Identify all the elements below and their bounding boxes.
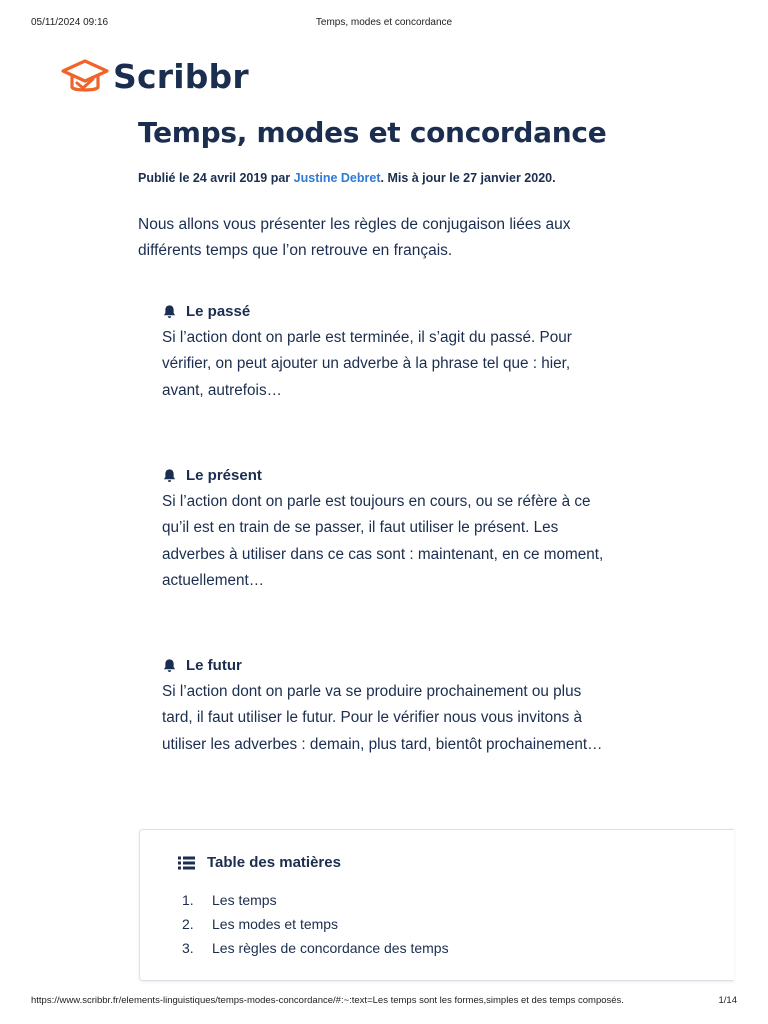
tense-label: Le passé bbox=[186, 302, 251, 320]
print-footer bbox=[0, 995, 768, 1009]
print-page-number: 1/14 bbox=[718, 995, 737, 1006]
print-page-title: Temps, modes et concordance bbox=[315, 17, 453, 28]
tense-block-present bbox=[162, 464, 612, 595]
tense-description: Si l’action dont on parle est toujours en cours, ou se réfère à ce qu’il est en train de se passer, il faut utiliser le présent. Les adverbes à utiliser dans ce cas sont : maintenant, en ce moment, actuellement… bbox=[162, 493, 604, 590]
tense-label: Le présent bbox=[186, 466, 262, 484]
toc-item-number: 3. bbox=[182, 940, 194, 956]
toc-item-label[interactable]: Les temps bbox=[212, 892, 277, 908]
tense-description: Si l’action dont on parle est terminée, il s’agit du passé. Pour vérifier, on peut ajouter un adverbe à la phrase tel que : hier, avant, autrefois… bbox=[162, 329, 572, 399]
toc-title: Table des matières bbox=[207, 854, 341, 871]
bell-icon bbox=[162, 468, 177, 483]
print-datetime: 05/11/2024 09:16 bbox=[31, 17, 109, 28]
toc-list bbox=[178, 888, 449, 960]
published-date: Publié le 24 avril 2019 par bbox=[138, 171, 294, 185]
updated-date: . Mis à jour le 27 janvier 2020. bbox=[380, 171, 556, 185]
tense-block-futur bbox=[162, 654, 612, 758]
author-link[interactable]: Justine Debret bbox=[293, 171, 381, 185]
toc-item[interactable] bbox=[178, 912, 449, 936]
print-header bbox=[0, 17, 768, 31]
article-title: Temps, modes et concordance bbox=[138, 116, 607, 149]
table-of-contents bbox=[139, 829, 734, 981]
toc-item-label[interactable]: Les règles de concordance des temps bbox=[212, 940, 449, 956]
toc-item-number: 2. bbox=[182, 916, 194, 932]
bell-icon bbox=[162, 304, 177, 319]
tense-block-passe bbox=[162, 300, 612, 404]
list-icon bbox=[178, 856, 195, 870]
toc-item[interactable] bbox=[178, 888, 449, 912]
logo-wordmark: Scribbr bbox=[113, 56, 249, 96]
toc-item-label[interactable]: Les modes et temps bbox=[212, 916, 339, 932]
graduation-cap-icon bbox=[60, 55, 110, 97]
scribbr-logo[interactable] bbox=[60, 55, 249, 97]
article-meta bbox=[138, 171, 556, 185]
tense-description: Si l’action dont on parle va se produire prochainement ou plus tard, il faut utiliser le futur. Pour le vérifier nous vous invitons à utiliser les adverbes : demain, plus tard, bientôt prochainement… bbox=[162, 683, 603, 753]
tense-label: Le futur bbox=[186, 656, 242, 674]
print-url: https://www.scribbr.fr/elements-linguistiques/temps-modes-concordance/#:~:text=Les temps sont les formes,simples et des temps composés. bbox=[31, 995, 624, 1006]
bell-icon bbox=[162, 658, 177, 673]
toc-item[interactable] bbox=[178, 936, 449, 960]
toc-item-number: 1. bbox=[182, 892, 194, 908]
intro-paragraph: Nous allons vous présenter les règles de conjugaison liées aux différents temps que l’on retrouve en français. bbox=[138, 216, 571, 259]
